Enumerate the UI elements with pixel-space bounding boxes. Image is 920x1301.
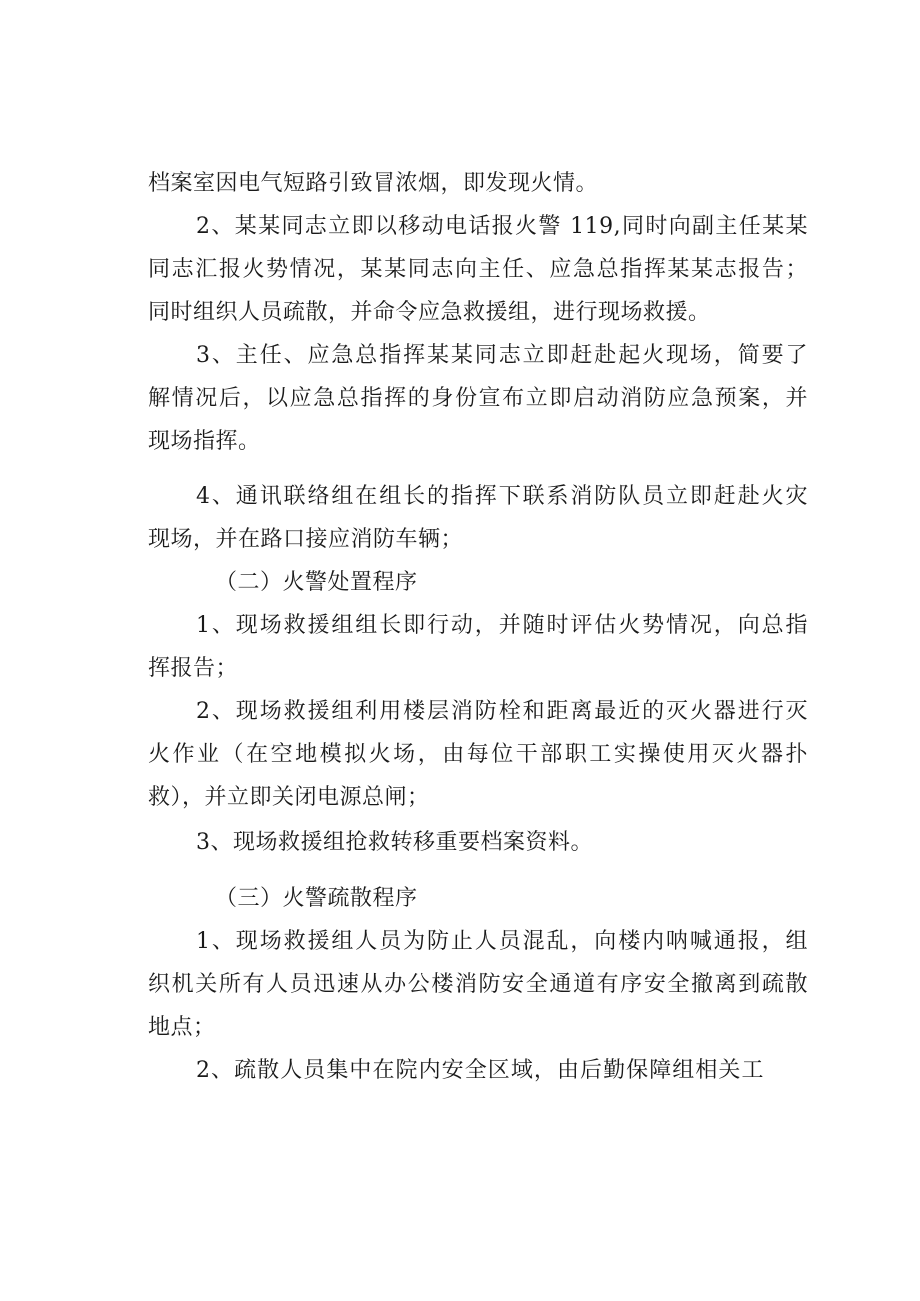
paragraph-line: 3、现场救援组抢救转移重要档案资料。 bbox=[196, 830, 593, 855]
paragraph-line: 档案室因电气短路引致冒浓烟，即发现火情。 bbox=[148, 171, 599, 196]
paragraph-line: 救），并立即关闭电源总闸； bbox=[148, 785, 430, 810]
paragraph-line: 同志汇报火势情况，某某同志向主任、应急总指挥某某志报告； bbox=[148, 257, 808, 282]
section-heading: （二）火警处置程序 bbox=[215, 570, 418, 595]
paragraph-line: 3、主任、应急总指挥某某同志立即赶赴起火现场，简要了 bbox=[196, 343, 808, 368]
paragraph-line: 2、现场救援组利用楼层消防栓和距离最近的灭火器进行灭 bbox=[196, 699, 808, 724]
paragraph-line: 地点； bbox=[148, 1015, 216, 1040]
paragraph-line: 火作业（在空地模拟火场，由每位干部职工实操使用灭火器扑 bbox=[148, 742, 808, 767]
paragraph-line: 2、疏散人员集中在院内安全区域，由后勤保障组相关工 bbox=[196, 1058, 764, 1083]
paragraph-line: 织机关所有人员迅速从办公楼消防安全通道有序安全撤离到疏散 bbox=[148, 972, 808, 997]
paragraph-line: 挥报告； bbox=[148, 656, 239, 681]
section-heading: （三）火警疏散程序 bbox=[215, 886, 418, 911]
paragraph-line: 2、某某同志立即以移动电话报火警 119,同时向副主任某某 bbox=[196, 214, 808, 239]
paragraph-line: 1、现场救援组组长即行动，并随时评估火势情况，向总指 bbox=[196, 613, 808, 638]
paragraph-line: 解情况后，以应急总指挥的身份宣布立即启动消防应急预案，并 bbox=[148, 386, 808, 411]
paragraph-line: 1、现场救援组人员为防止人员混乱，向楼内呐喊通报，组 bbox=[196, 929, 808, 954]
paragraph-line: 现场，并在路口接应消防车辆； bbox=[148, 527, 464, 552]
paragraph-line: 4、通讯联络组在组长的指挥下联系消防队员立即赶赴火灾 bbox=[196, 484, 808, 509]
paragraph-line: 现场指挥。 bbox=[148, 429, 261, 454]
paragraph-line: 同时组织人员疏散，并命令应急救援组，进行现场救援。 bbox=[148, 300, 711, 325]
